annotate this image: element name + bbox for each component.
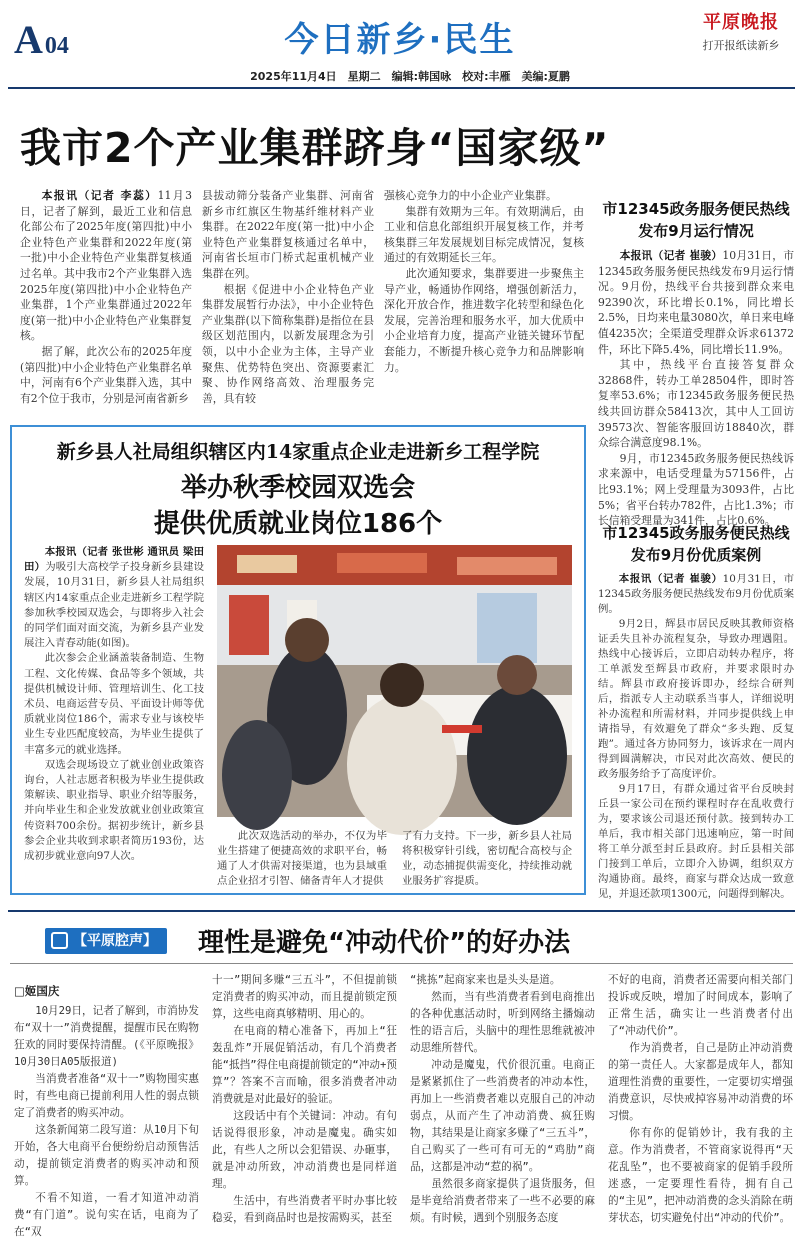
opinion-p9: “挑拣”起商家来也是头头是道。 — [410, 974, 561, 986]
feature-col-2 — [217, 829, 387, 889]
side-story-1-p3: 9月，市12345政务服务便民热线诉求来源中，电话受理量为57156件，占比93.1%；网上受理量为3093件，占比5%；省平台转办782件，占比1.3%；市长信箱受理量为341件，占比0.6%。 — [598, 451, 794, 528]
brand-tagline: 打开报纸读新乡 — [702, 39, 780, 52]
opinion-p8: 生活中，有些消费者平时办事比较稳妥，看到商品时也是按需购买，甚至 — [212, 1195, 397, 1224]
side-story-2-p1: 10月31日，市12345政务服务便民热线发布9月份优质案例。 — [598, 573, 794, 615]
side-story-2-p2: 9月2日，辉县市居民反映其教师资格证丢失且补办流程复杂，导致办理遇阻。热线中心接诉后，立即启动转办程序，将工单派发至辉县市政府，并要求限时办结。辉县市政府接诉即办，经综合研判后，指派专人主动联系当事人，详细说明补办流程和所需材料，并同步提供线上申请指导，有效避免了群众“多头跑、反复跑”。通过各方协同努力，该诉求在一周内得到圆满解决，市民对此次高效、便民的政务服务给予了高度评价。 — [598, 618, 794, 780]
brand-logo-text: 平原晚报 — [703, 12, 779, 33]
opinion-col-4 — [608, 972, 793, 1227]
opinion-p11: 冲动是魔鬼，代价很沉重。电商正是紧紧抓住了一些消费者的冲动本性，再加上一些消费者难以克服自己的冲动弱点，从而产生了冲动消费、疯狂购物，其结果是让商家多赚了“三五斗”，自己购买了一些可有可无的“鸡肋”商品，这都是冲动“惹的祸”。 — [410, 1059, 595, 1173]
brand-logo — [691, 8, 791, 53]
feature-p2: 此次参会企业涵盖装备制造、生物工程、文化传媒、食品等多个领域，共提供机械设计师、管理培训生、化工技术员、电商运营专员、平面设计师等优质就业岗位186个，需求专业与该校毕业生专业匹配度较高，为毕业生提供了丰富多元的就业选择。 — [24, 652, 204, 756]
feature-title-line-1: 新乡县人社局组织辖区内14家重点企业走进新乡工程学院 — [56, 441, 540, 463]
side-story-2-p3: 9月17日，有群众通过省平台反映封丘县一家公司在预约课程时存在乱收费行为，要求该公司退还预付款。接到转办工单后，我市相关部门迅速响应，第一时间将工单分派至封丘县政府。封丘县相关部门接到工单后，立即介入协调，组织双方沟通协商。最终，商家与群众达成一致意见，并退还款项1300元，问题得到解决。 — [598, 783, 794, 900]
opinion-p4: 不看不知道，一看才知道冲动消费“有门道”。说句实在话，电商为了在“双 — [14, 1192, 199, 1238]
feature-col-3 — [402, 829, 572, 889]
masthead-divider — [8, 87, 795, 89]
main-story-p5: 强核心竞争力的中小企业产业集群。 — [384, 189, 557, 202]
side-story-1-p2: 其中，热线平台直接答复群众32868件，转办工单28504件，即时答复率53.6%；市12345政务服务便民热线共回访群众58413次，其中人工回访39573次、智能客服回访18840次，群众综合满意度98.1%。 — [598, 358, 794, 450]
main-story-p4: 根据《促进中小企业特色产业集群发展暂行办法》，中小企业特色产业集群(以下简称集群)是指位在县级区划范围内，以新发展理念为引领，以中小企业为主体，主导产业聚焦、优势特色突出、资源要素汇聚、协作网络高效、治理服务完善，具有较 — [202, 282, 374, 405]
feature-title-line-2: 举办秋季校园双选会 — [180, 473, 415, 503]
feature-p1: 为吸引大高校学子投身新乡县建设发展，10月31日，新乡县人社局组织辖区内14家重点企业走进新乡工程学院参加秋季校园双选会，与即将步入社会的同学们面对面交流，为新乡县产业发展注入青春动能(如图)。 — [24, 561, 205, 650]
column-tag — [45, 928, 167, 954]
feature-box — [10, 425, 586, 895]
main-story-p1: 11月3日，记者了解到，最近工业和信息化部公布了2025年度(第四批)中小企业特色产业集群和2022年度(第一批)中小企业特色产业集群复核通过名单。其中我市2个产业集群入选2025年度(第四批)中小企业特色产业集群，1个产业集群通过2022年度(第一批)中小企业特色产业集群复核。 — [20, 189, 192, 343]
opinion-author: □姬国庆 — [14, 984, 60, 998]
feature-p3: 双选会现场设立了就业创业政策咨询台，人社志愿者积极为毕业生提供政策解读、职业指导、职业介绍等服务，并向毕业生和企业发放就业创业政策宣传资料700余份。据初步统计，新乡县参会企业共收到求职者简历193份，达成初步就业意向97人次。 — [24, 758, 204, 863]
opinion-p13: 不好的电商，消费者还需要向相关部门投诉或反映，增加了时间成本，影响了正常生活，确实让一些消费者付出了“冲动代价”。 — [608, 974, 793, 1037]
column-tag-icon — [51, 932, 68, 949]
job-fair-photo-illustration — [217, 545, 572, 817]
side-story-2-lead: 本报讯（记者 崔骏） — [618, 573, 723, 585]
opinion-divider — [8, 910, 795, 912]
page-letter: A — [14, 17, 43, 62]
main-story-p7: 此次通知要求，集群要进一步聚焦主导产业，畅通协作网络，增强创新活力，深化开放合作，推进数字化转型和绿色化发展，完善治理和服务水平，加大优质中小企业培育力度，提高产业链关键环节配套能力，不断提升核心竞争力和品牌影响力。 — [384, 266, 584, 374]
main-story-p3: 县拔动筛分装备产业集群、河南省新乡市红旗区生物基纤维材料产业集群。在2022年度(第一批)中小企业特色产业集群复核通过名单中，河南省长垣市门桥式起重机械产业集群在列。 — [202, 189, 374, 280]
feature-p4: 此次双选活动的举办，不仅为毕业生搭建了便捷高效的求职平台，畅通了人才供需对接渠道，也为县域重点企业招才引智、储备青年人才提供 — [217, 830, 387, 887]
main-story-lead: 本报讯（记者 李蕊） — [41, 189, 158, 202]
issue-meta: 2025年11月4日 星期二 编辑:韩国咏 校对:丰雁 美编:夏鹏 — [250, 70, 570, 83]
opinion-col-3 — [410, 972, 595, 1227]
feature-lead: 本报讯（记者 张世彬 通讯员 梁田田） — [24, 546, 204, 574]
main-headline: 我市2个产业集群跻身“国家级” — [20, 124, 610, 172]
feature-title-line-3: 提供优质就业岗位186个 — [153, 509, 443, 539]
masthead — [0, 0, 803, 68]
opinion-p7: 这段话中有个关键词：冲动。有句话说得很形象，冲动是魔鬼。确实如此，有些人之所以会犯错误、办砸事，就是冲动所致，冲动消费也是同样道理。 — [212, 1110, 397, 1190]
page-digits: 04 — [44, 33, 69, 59]
side-story-1 — [598, 198, 794, 529]
opinion-p3: 这条新闻第二段写道：从10月下旬开始，各大电商平台便纷纷启动预售活动，提前锁定消费者的购买冲动和预算。 — [14, 1124, 199, 1187]
side-story-1-title-1: 市12345政务服务便民热线 — [602, 200, 790, 218]
main-story-col-1 — [20, 188, 192, 406]
main-story-col-2 — [202, 188, 374, 406]
page-number — [14, 16, 69, 63]
main-story-col-3 — [384, 188, 584, 375]
opinion-headline: 理性是避免“冲动代价”的好办法 — [198, 928, 571, 958]
column-tag-label: 【平原腔声】 — [73, 933, 157, 949]
opinion-p14: 作为消费者，自己是防止冲动消费的第一责任人。大家都是成年人，都知道理性消费的重要性，一定要切实增强消费意识，尽快戒掉容易冲动消费的坏习惯。 — [608, 1042, 793, 1122]
opinion-p2: 当消费者准备“双十一”购物囤实惠时，有些电商已提前利用人性的弱点锁定了消费者的购买冲动。 — [14, 1073, 199, 1119]
opinion-col-1 — [14, 1003, 199, 1241]
feature-p5: 了有力支持。下一步，新乡县人社局将积极穿针引线，密切配合高校与企业，动态捕捉供需变化，持续推动就业服务扩容提质。 — [402, 830, 572, 887]
section-title: 今日新乡·民生 — [284, 20, 516, 60]
side-story-1-title-2: 发布9月运行情况 — [638, 222, 754, 240]
opinion-p1: 10月29日，记者了解到，市消协发布“双十一”消费提醒，提醒市民在购物狂欢的同时要保持清醒。(《平原晚报》10月30日A05版报道) — [14, 1005, 199, 1068]
opinion-p15: 你有你的促销妙计，我有我的主意。作为消费者，不管商家说得再“天花乱坠”，也不要被商家的促销手段所迷惑，一定要理性看待，拥有自己的“主见”，把冲动消费的念头消除在萌芽状态，切实避免付出“冲动的代价”。 — [608, 1127, 793, 1224]
main-story-p2: 据了解，此次公布的2025年度(第四批)中小企业特色产业集群名单中，河南有6个产业集群入选，其中有2个位于我市，分别是河南省新乡 — [20, 344, 192, 405]
opinion-rule — [10, 963, 793, 964]
opinion-p12: 虽然很多商家提供了退货服务，但是毕竟给消费者带来了一些不必要的麻烦。有时候，遇到个别服务态度 — [410, 1178, 595, 1224]
opinion-col-2 — [212, 972, 397, 1227]
opinion-p5: 十一”期间多赚“三五斗”，不但提前锁定消费者的购买冲动，而且提前锁定预算，这些电商真够精明、用心的。 — [212, 974, 397, 1020]
side-story-1-lead: 本报讯（记者 崔骏） — [619, 249, 723, 262]
side-story-2 — [598, 522, 794, 902]
opinion-p6: 在电商的精心准备下，再加上“狂轰乱炸”开展促销活动，有几个消费者能“抵挡”得住电商提前锁定的“冲动+预算”？答案不言而喻，很多消费者冲动消费就是对此最好的验证。 — [212, 1025, 397, 1105]
job-fair-photo — [217, 545, 572, 817]
main-story-p6: 集群有效期为三年。有效期满后，由工业和信息化部组织开展复核工作，并考核集群三年发展规划目标完成情况，复核通过的有效期延长三年。 — [384, 204, 584, 265]
side-story-2-title-2: 发布9月份优质案例 — [630, 546, 762, 564]
feature-col-1 — [24, 545, 204, 864]
opinion-p10: 然而，当有些消费者看到电商推出的各种优惠活动时，听到网络主播煽动性的语言后，头脑中的理性思维就被冲动思维所替代。 — [410, 991, 595, 1054]
side-story-1-p1: 10月31日，市12345政务服务便民热线发布9月运行情况。9月份，热线平台共接到群众来电92390次，环比增长0.1%，同比增长2.5%，日均来电量3080次，单日来电峰值4235次；全渠道受理群众诉求61372件，环比下降5.4%，同比增长11.9%。 — [598, 249, 794, 356]
side-story-2-title-1: 市12345政务服务便民热线 — [602, 524, 790, 542]
